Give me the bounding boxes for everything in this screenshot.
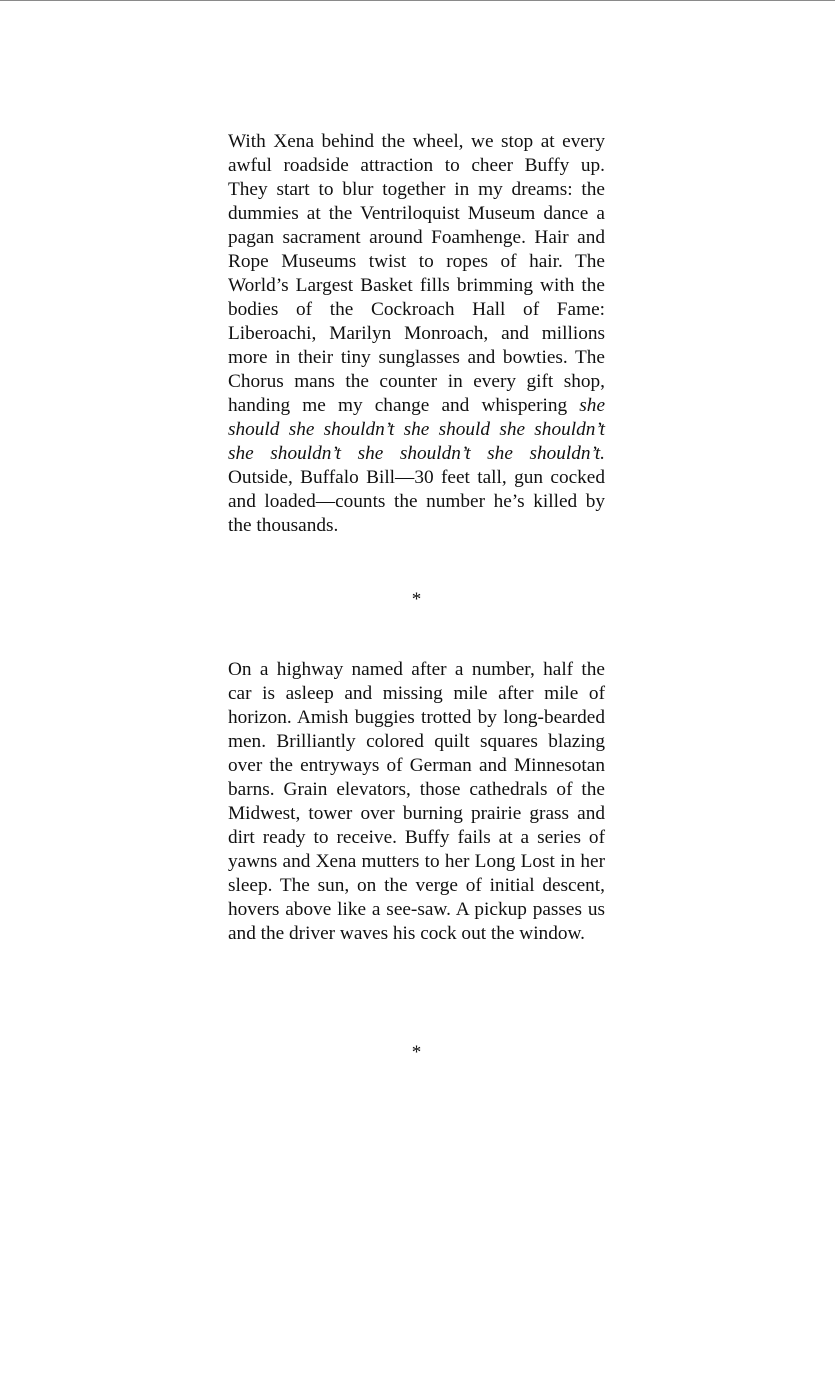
section-break-asterisk: * bbox=[411, 589, 422, 610]
paragraph-text-end: Outside, Buffalo Bill—30 feet tall, gun cocked and loaded—counts the number he’s killed by the thousands. bbox=[228, 467, 605, 536]
italic-whisper-text: she should she shouldn’t she should she shouldn’t she shouldn’t she shouldn’t she shouldn’t. bbox=[228, 395, 605, 464]
paragraph-highway: On a highway named after a number, half the car is asleep and missing mile after mile of horizon. Amish buggies trotted by long-bearded men. Brilliantly colored quilt squares blazing over the entryways of German and Minnesotan barns. Grain elevators, those cathedrals of the Midwest, tower over burning prairie grass and dirt ready to receive. Buffy fails at a series of yawns and Xena mutters to her Long Lost in her sleep. The sun, on the verge of initial descent, hovers above like a see-saw. A pickup passes us and the driver waves his cock out the window. bbox=[228, 659, 605, 944]
paragraph-text-start: With Xena behind the wheel, we stop at every awful roadside attraction to cheer Buffy up. They start to blur together in my dreams: the dummies at the Ventriloquist Museum dance a pagan sacrament around Foamhenge. Hair and Rope Museums twist to ropes of hair. The World’s Largest Basket fills brimming with the bodies of the Cockroach Hall of Fame: Liberoachi, Marilyn Monroach, and millions more in their tiny sunglasses and bowties. The Chorus mans the counter in every gift shop, handing me my change and whispering bbox=[228, 131, 605, 416]
paragraph-roadside-attractions bbox=[228, 130, 605, 538]
section-break-asterisk: * bbox=[411, 1042, 422, 1063]
top-border-line bbox=[0, 0, 835, 1]
